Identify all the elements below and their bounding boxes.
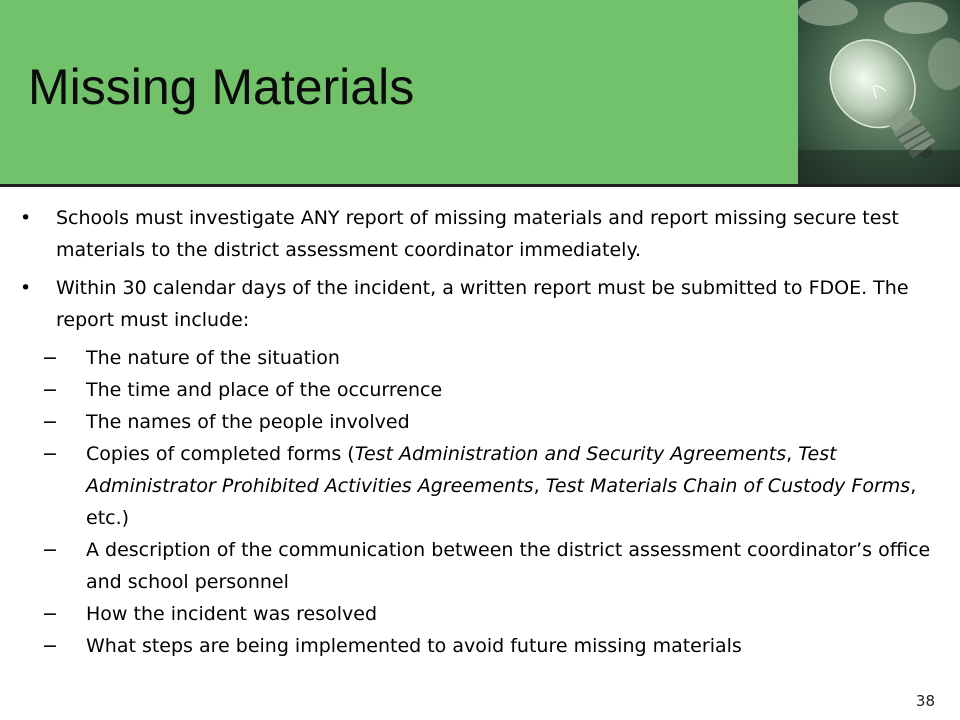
- header-divider: [0, 184, 960, 187]
- page-number: 38: [915, 692, 935, 710]
- dash-icon: −: [42, 539, 58, 561]
- sub-item-text: The time and place of the occurrence: [86, 379, 443, 401]
- bullet-text: Schools must investigate ANY report of missing materials and report missing secure test materials to the district assessment coordinator immediately.: [56, 207, 899, 261]
- sub-item: [20, 438, 940, 534]
- bullet-item: [20, 202, 940, 266]
- sub-item-text: The nature of the situation: [86, 347, 340, 369]
- bullet-icon: •: [20, 207, 32, 229]
- sub-item: [20, 598, 940, 630]
- sub-item-suffix: , etc.): [86, 475, 917, 529]
- slide-body: [20, 202, 940, 662]
- form-name-security-agreements: Test Administration and Security Agreements: [354, 443, 787, 465]
- sub-item: [20, 342, 940, 374]
- sub-item: [20, 374, 940, 406]
- sub-item: [20, 630, 940, 662]
- dash-icon: −: [42, 347, 58, 369]
- bullet-item: [20, 272, 940, 336]
- slide-title: Missing Materials: [28, 59, 415, 115]
- separator: ,: [533, 475, 546, 497]
- dash-icon: −: [42, 379, 58, 401]
- dash-icon: −: [42, 443, 58, 465]
- separator: ,: [786, 443, 799, 465]
- sub-item-text: What steps are being implemented to avoid future missing materials: [86, 635, 742, 657]
- dash-icon: −: [42, 411, 58, 433]
- title-band: [0, 0, 798, 184]
- lightbulb-photo: [798, 0, 960, 184]
- form-name-prohibited-activities: Test Administrator Prohibited Activities Agreements: [86, 443, 837, 497]
- bullet-text: Within 30 calendar days of the incident, a written report must be submitted to FDOE. The report must include:: [56, 277, 909, 331]
- form-name-chain-of-custody: Test Materials Chain of Custody Forms: [545, 475, 911, 497]
- sub-item-text: How the incident was resolved: [86, 603, 378, 625]
- slide-header: [0, 0, 960, 186]
- sub-item-prefix: Copies of completed forms (: [86, 443, 355, 465]
- sub-item: [20, 534, 940, 598]
- dash-icon: −: [42, 635, 58, 657]
- dash-icon: −: [42, 603, 58, 625]
- lightbulb-icon: [798, 0, 960, 184]
- sub-list: [20, 342, 940, 662]
- sub-item: [20, 406, 940, 438]
- sub-item-text: The names of the people involved: [86, 411, 410, 433]
- sub-item-text: A description of the communication between the district assessment coordinator’s office and school personnel: [86, 539, 931, 593]
- bullet-icon: •: [20, 277, 32, 299]
